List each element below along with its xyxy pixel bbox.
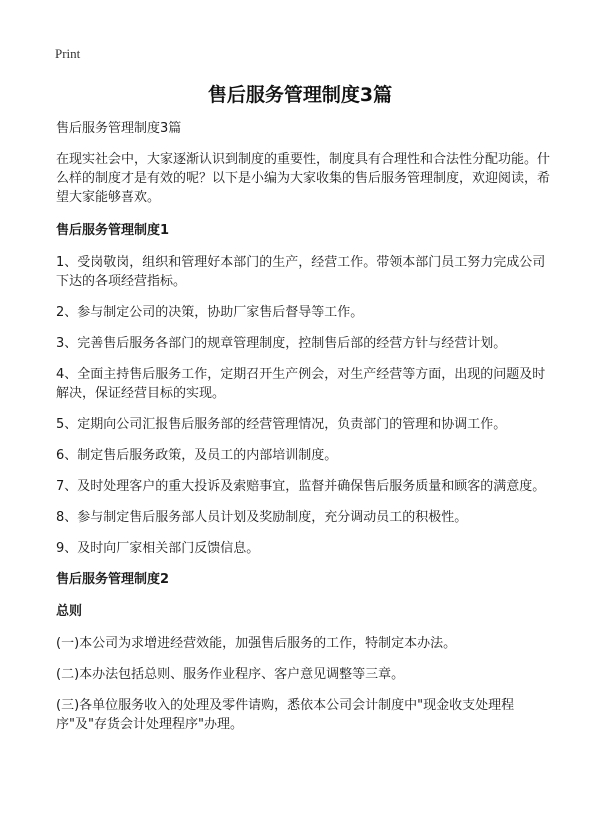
- section1-item: 8、参与制定售后服务部人员计划及奖励制度，充分调动员工的积极性。: [56, 510, 468, 525]
- intro-paragraph: 在现实社会中，大家逐渐认识到制度的重要性，制度具有合理性和合法性分配功能。什么样的制度才是有效的呢？以下是小编为大家收集的售后服务管理制度，欢迎阅读，希望大家能够喜欢。: [56, 152, 551, 205]
- section1-item: 7、及时处理客户的重大投诉及索赔事宜，监督并确保售后服务质量和顾客的满意度。: [56, 479, 546, 494]
- section1-item: 9、及时向厂家相关部门反馈信息。: [56, 541, 260, 556]
- document-body: [56, 119, 556, 746]
- document-title: 售后服务管理制度3篇: [207, 84, 393, 106]
- section2-item: (三)各单位服务收入的处理及零件请购，悉依本公司会计制度中"现金收支处理程序"及"存货会计处理程序"办理。: [56, 698, 515, 732]
- section1-item: 6、制定售后服务政策，及员工的内部培训制度。: [56, 448, 338, 463]
- section1-item: 4、全面主持售后服务工作，定期召开生产例会，对生产经营等方面，出现的问题及时解决，保证经营目标的实现。: [56, 367, 546, 401]
- section2-item: (二)本办法包括总则、服务作业程序、客户意见调整等三章。: [56, 667, 405, 682]
- section1-heading: 售后服务管理制度1: [56, 223, 170, 238]
- document-subtitle: 售后服务管理制度3篇: [56, 121, 182, 136]
- section1-item: 2、参与制定公司的决策，协助厂家售后督导等工作。: [56, 305, 364, 320]
- section1-item: 5、定期向公司汇报售后服务部的经营管理情况，负责部门的管理和协调工作。: [56, 417, 507, 432]
- section1-item: 1、受岗敬岗，组织和管理好本部门的生产，经营工作。带领本部门员工努力完成公司下达的各项经营指标。: [56, 255, 546, 289]
- print-label: Print: [55, 46, 81, 61]
- section2-subheading: 总则: [56, 604, 83, 619]
- section2-item: (一)本公司为求增进经营效能，加强售后服务的工作，特制定本办法。: [56, 636, 457, 651]
- section1-item: 3、完善售后服务各部门的规章管理制度，控制售后部的经营方针与经营计划。: [56, 336, 507, 351]
- section2-heading: 售后服务管理制度2: [56, 572, 170, 587]
